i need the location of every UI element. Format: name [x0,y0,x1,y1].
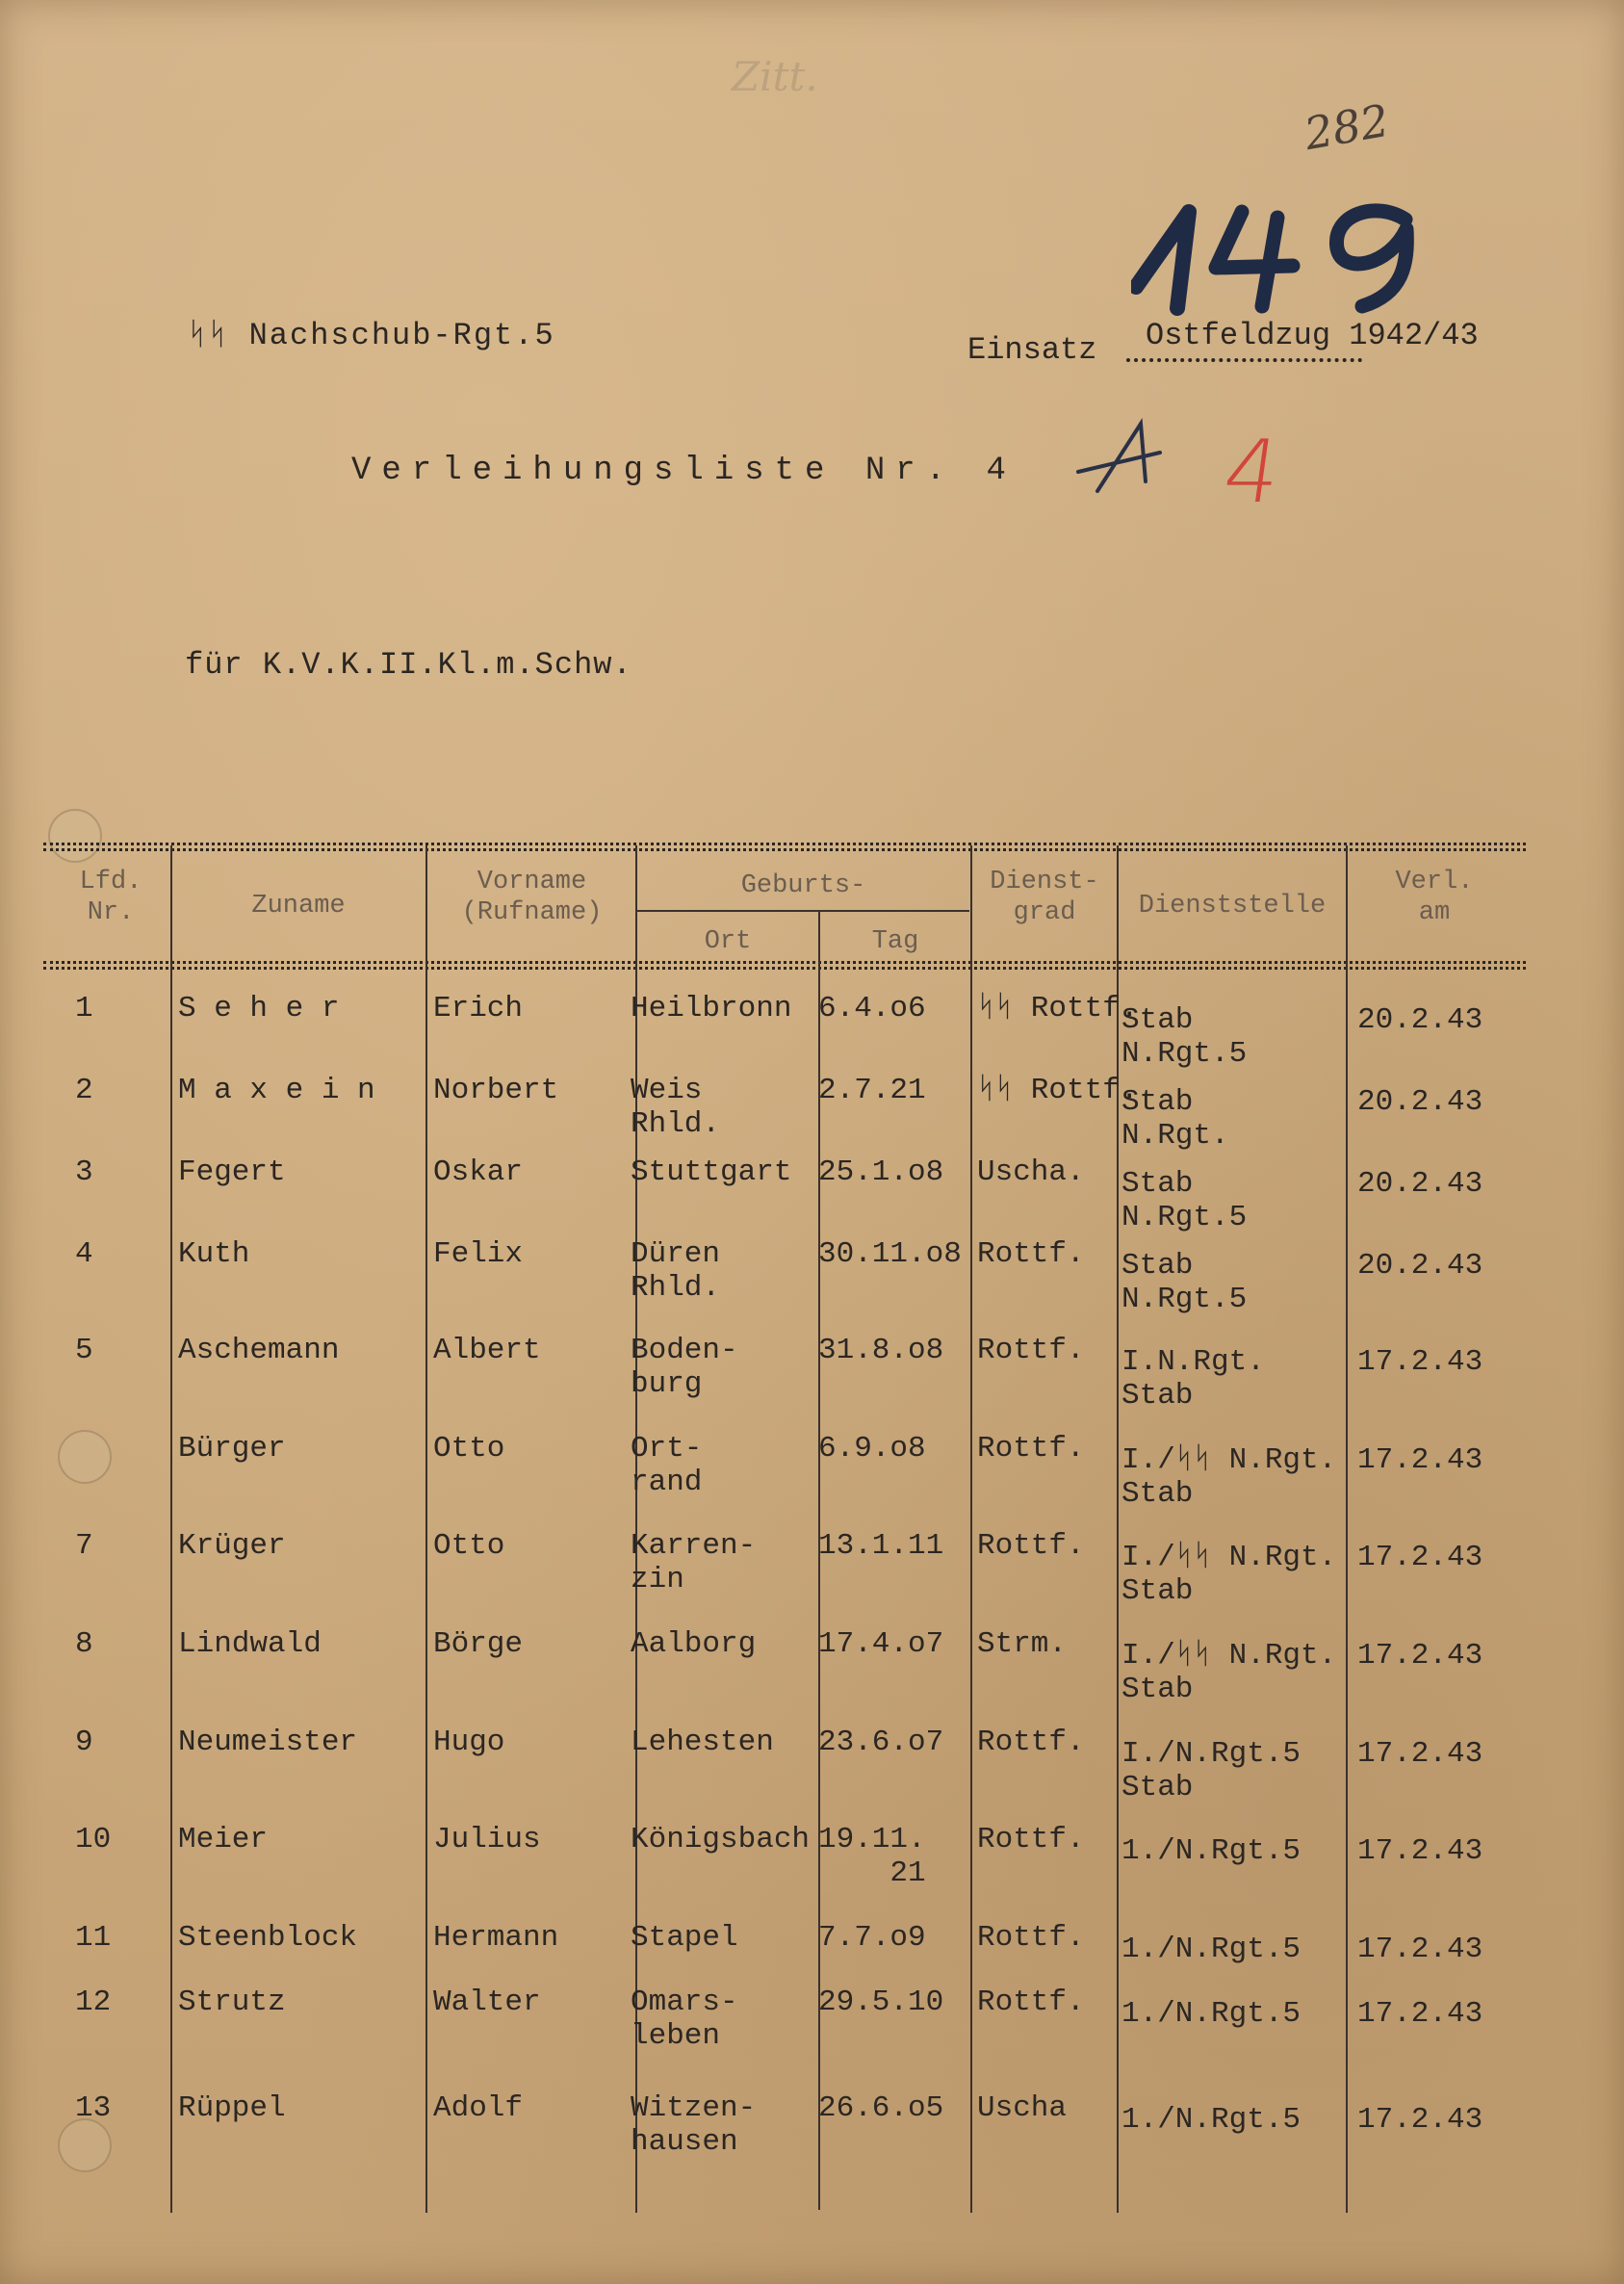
cell-dienstgrad: Rottf. [977,1986,1085,2019]
cell-tag: 7.7.o9 [818,1921,926,1955]
cell-dienstgrad: Uscha. [977,1155,1085,1189]
cell-vorname: Norbert [433,1074,559,1107]
header-dienststelle: Dienststelle [1138,892,1327,921]
cell-nr: 3 [75,1155,93,1189]
cell-nr: 11 [75,1921,112,1955]
cell-tag: 19.11. 21 [818,1823,926,1890]
award-line: für K.V.K.II.Kl.m.Schw. [185,647,632,683]
cell-tag: 25.1.o8 [818,1155,944,1189]
col-line-2 [425,845,427,2213]
cell-nr: 9 [75,1726,93,1759]
cell-dienststelle: Stab N.Rgt.5 [1121,1003,1248,1071]
cell-ort: Witzen- hausen [631,2091,757,2159]
handwritten-correction-mark [1069,414,1184,501]
cell-ort: Karren- zin [631,1529,757,1596]
einsatz-dotted-line [1126,358,1362,362]
header-verl: Verl. am [1395,868,1474,927]
cell-ort: Heilbronn [631,992,792,1025]
cell-dienststelle: I./N.Rgt.5 Stab [1121,1737,1302,1804]
cell-zuname: Rüppel [178,2091,286,2125]
red-handwritten-number: 4 [1217,422,1287,523]
cell-tag: 30.11.o8 [818,1237,962,1271]
cell-vorname: Otto [433,1529,505,1563]
punch-hole-bottom [58,2118,112,2172]
cell-ort: Omars- leben [631,1986,738,2053]
cell-dienststelle: 1./N.Rgt.5 [1121,2103,1302,2137]
cell-zuname: Neumeister [178,1726,358,1759]
header-zuname: Zuname [251,892,346,921]
punch-hole-middle [58,1430,112,1484]
cell-dienstgrad: Rottf. [977,1921,1085,1955]
cell-verl: 17.2.43 [1357,1834,1483,1868]
col-line-6 [1117,845,1119,2213]
cell-zuname: Lindwald [178,1627,322,1661]
cell-dienstgrad: ᛋᛋ Rottf. [977,1074,1139,1107]
cell-zuname: Meier [178,1823,269,1856]
cell-verl: 17.2.43 [1357,1737,1483,1771]
cell-ort: Lehesten [631,1726,774,1759]
punch-hole-top [48,809,102,863]
cell-verl: 20.2.43 [1357,1003,1483,1037]
cell-tag: 31.8.o8 [818,1334,944,1367]
cell-zuname: Bürger [178,1432,286,1466]
cell-zuname: Aschemann [178,1334,340,1367]
cell-nr: 5 [75,1334,93,1367]
cell-verl: 17.2.43 [1357,2103,1483,2137]
cell-nr: 1 [75,992,93,1025]
cell-dienststelle: 1./N.Rgt.5 [1121,1997,1302,2031]
cell-verl: 17.2.43 [1357,1443,1483,1477]
cell-verl: 17.2.43 [1357,1933,1483,1966]
geburts-sub-rule [637,910,969,912]
cell-dienstgrad: Rottf. [977,1432,1085,1466]
header-tag: Tag [871,927,919,956]
cell-verl: 17.2.43 [1357,1997,1483,2031]
cell-ort: Aalborg [631,1627,757,1661]
cell-ort: Düren Rhld. [631,1237,721,1305]
cell-ort: Weis Rhld. [631,1074,721,1141]
cell-verl: 20.2.43 [1357,1167,1483,1201]
handwritten-small-number: 282 [1300,93,1393,161]
cell-tag: 17.4.o7 [818,1627,944,1661]
cell-verl: 17.2.43 [1357,1639,1483,1673]
cell-zuname: Steenblock [178,1921,358,1955]
col-line-7 [1346,845,1348,2213]
cell-ort: Königsbach [631,1823,811,1856]
cell-ort: Stuttgart [631,1155,792,1189]
table-header-rule-2 [43,967,1526,970]
header-ort: Ort [704,927,752,956]
cell-tag: 2.7.21 [818,1074,926,1107]
cell-zuname: Strutz [178,1986,286,2019]
cell-zuname: Krüger [178,1529,286,1563]
cell-dienstgrad: ᛋᛋ Rottf. [977,992,1139,1025]
cell-vorname: Julius [433,1823,541,1856]
cell-vorname: Otto [433,1432,505,1466]
cell-dienststelle: 1./N.Rgt.5 [1121,1933,1302,1966]
col-line-1 [170,845,172,2213]
cell-dienststelle: Stab N.Rgt.5 [1121,1249,1248,1316]
cell-vorname: Erich [433,992,524,1025]
cell-verl: 20.2.43 [1357,1249,1483,1283]
cell-tag: 26.6.o5 [818,2091,944,2125]
cell-dienstgrad: Rottf. [977,1334,1085,1367]
cell-tag: 6.4.o6 [818,992,926,1025]
unit-name: ᛋᛋ Nachschub-Rgt.5 [188,318,555,353]
cell-nr: 2 [75,1074,93,1107]
cell-nr: 4 [75,1237,93,1271]
cell-dienstgrad: Rottf. [977,1823,1085,1856]
cell-dienststelle: I./ᛋᛋ N.Rgt. Stab [1121,1639,1337,1706]
cell-zuname: M a x e i n [178,1074,375,1107]
cell-dienstgrad: Uscha [977,2091,1068,2125]
table-header-rule [43,961,1526,964]
cell-vorname: Hugo [433,1726,505,1759]
pencil-note: Zitt. [732,53,818,100]
cell-vorname: Albert [433,1334,541,1367]
einsatz-label: Einsatz [967,332,1097,368]
cell-dienstgrad: Rottf. [977,1529,1085,1563]
cell-verl: 17.2.43 [1357,1345,1483,1379]
table-top-rule-2 [43,848,1526,851]
cell-zuname: Kuth [178,1237,250,1271]
col-line-5 [970,845,972,2213]
cell-nr: 10 [75,1823,112,1856]
cell-dienststelle: I./ᛋᛋ N.Rgt. Stab [1121,1443,1337,1511]
cell-dienstgrad: Rottf. [977,1726,1085,1759]
cell-tag: 29.5.10 [818,1986,944,2019]
cell-ort: Boden- burg [631,1334,738,1401]
header-lfd: Lfd. Nr. [79,868,142,927]
cell-ort: Ort- rand [631,1432,703,1499]
cell-verl: 20.2.43 [1357,1085,1483,1119]
cell-vorname: Walter [433,1986,541,2019]
cell-nr: 8 [75,1627,93,1661]
cell-vorname: Adolf [433,2091,524,2125]
cell-dienststelle: I.N.Rgt. Stab [1121,1345,1265,1413]
header-dienstgrad: Dienst- grad [990,868,1099,927]
cell-tag: 6.9.o8 [818,1432,926,1466]
cell-zuname: S e h e r [178,992,340,1025]
header-geburts: Geburts- [740,871,866,900]
cell-dienstgrad: Rottf. [977,1237,1085,1271]
cell-nr: 12 [75,1986,112,2019]
header-vorname: Vorname (Rufname) [461,868,603,927]
document-title: Verleihungsliste Nr. 4 [351,453,1017,489]
cell-vorname: Börge [433,1627,524,1661]
table-top-rule [43,843,1526,845]
cell-ort: Stapel [631,1921,738,1955]
cell-vorname: Hermann [433,1921,559,1955]
cell-dienststelle: Stab N.Rgt. [1121,1085,1229,1153]
cell-tag: 23.6.o7 [818,1726,944,1759]
cell-vorname: Oskar [433,1155,524,1189]
cell-dienststelle: Stab N.Rgt.5 [1121,1167,1248,1234]
einsatz-value: Ostfeldzug 1942/43 [1146,318,1479,353]
cell-dienstgrad: Strm. [977,1627,1068,1661]
handwritten-number-149 [1131,173,1478,318]
cell-dienststelle: 1./N.Rgt.5 [1121,1834,1302,1868]
cell-zuname: Fegert [178,1155,286,1189]
cell-nr: 13 [75,2091,112,2125]
cell-verl: 17.2.43 [1357,1541,1483,1574]
cell-vorname: Felix [433,1237,524,1271]
cell-dienststelle: I./ᛋᛋ N.Rgt. Stab [1121,1541,1337,1608]
cell-tag: 13.1.11 [818,1529,944,1563]
cell-nr: 7 [75,1529,93,1563]
